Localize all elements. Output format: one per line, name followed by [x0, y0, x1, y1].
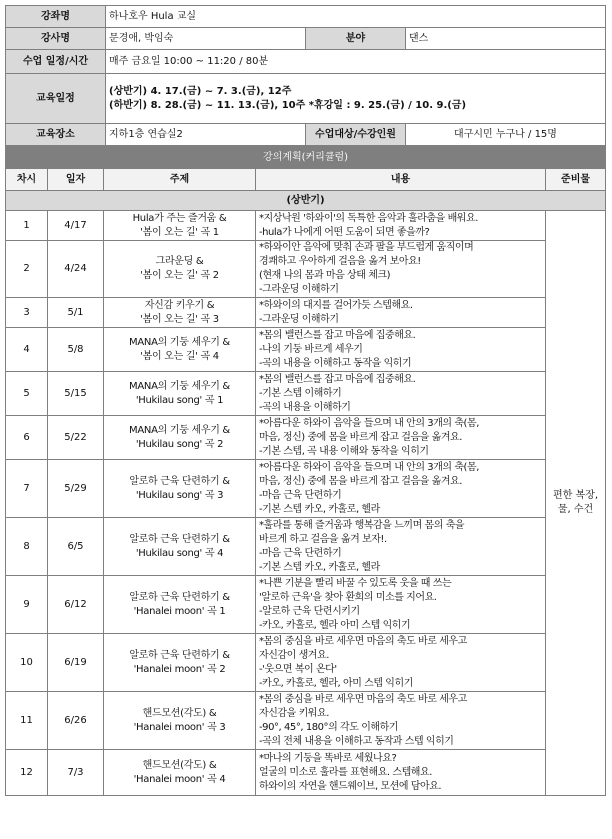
class-time-label: 수업 일정/시간 [6, 50, 106, 74]
field-label: 분야 [306, 28, 406, 50]
session-content [256, 372, 546, 416]
session-topic [104, 298, 256, 328]
content-line: -카오, 카홀로, 헬라 아미 스텝 익히기 [259, 619, 411, 631]
topic-line: MANA의 기둥 세우기 & [129, 424, 230, 436]
content-line: -기본 스텝 이해하기 [259, 387, 342, 399]
curriculum-table [5, 146, 606, 796]
curriculum-title-row [6, 147, 606, 169]
topic-line: '봄이 오는 길' 곡 3 [140, 313, 219, 325]
topic-line: MANA의 기둥 세우기 & [129, 336, 230, 348]
curriculum-row [6, 634, 606, 692]
content-line: -90°, 45°, 180°의 각도 이해하기 [259, 721, 399, 733]
session-topic [104, 692, 256, 750]
session-date: 6/19 [48, 634, 104, 692]
content-line: -알로하 근육 단련시키기 [259, 605, 360, 617]
content-line: -기본 스텝 카오, 카홀로, 헬라 [259, 503, 380, 515]
session-date: 5/15 [48, 372, 104, 416]
session-topic [104, 416, 256, 460]
topic-line: 그라운딩 & [155, 256, 204, 267]
content-line: -기본 스텝 카오, 카홀로, 헬라 [259, 561, 380, 573]
content-line: 바르게 하고 걸음을 옮겨 보자!. [259, 533, 387, 545]
content-line: -그라운딩 이해하기 [259, 284, 339, 295]
session-date: 6/5 [48, 518, 104, 576]
content-line: -hula가 나에게 어떤 도움이 되면 좋을까? [259, 226, 430, 238]
curriculum-row [6, 460, 606, 518]
content-line: -'웃으면 복이 온다' [259, 663, 337, 675]
content-line: 마음, 정신) 중에 몸을 바르게 잡고 걸음을 옮겨요. [259, 475, 462, 487]
session-topic [104, 372, 256, 416]
session-number: 8 [6, 518, 48, 576]
content-line: 자신감이 생겨요. [259, 649, 329, 661]
session-content [256, 518, 546, 576]
session-topic [104, 328, 256, 372]
content-line: -기본 스텝, 곡 내용 이해와 동작을 익히기 [259, 445, 429, 457]
schedule-row [6, 74, 606, 124]
topic-line: 'Hanalei moon' 곡 4 [133, 773, 226, 785]
session-content [256, 328, 546, 372]
session-topic [104, 241, 256, 298]
content-line: *몸의 중심을 바로 세우면 마음의 축도 바로 세우고 [259, 693, 467, 705]
place-label: 교육장소 [6, 124, 106, 146]
content-line: 경쾌하고 우아하게 걸음을 옮겨 보아요! [259, 256, 421, 267]
session-content [256, 211, 546, 241]
session-date: 6/26 [48, 692, 104, 750]
content-line: -곡의 내용을 이해하고 동작을 익히기 [259, 357, 412, 369]
content-line: -나의 기둥 바르게 세우기 [259, 343, 363, 355]
session-number: 6 [6, 416, 48, 460]
session-topic [104, 576, 256, 634]
course-name-value: 하나호우 Hula 교실 [106, 6, 606, 28]
topic-line: '봄이 오는 길' 곡 4 [140, 350, 219, 362]
session-date: 4/17 [48, 211, 104, 241]
curriculum-body [6, 211, 606, 796]
topic-line: 자신감 키우기 & [144, 299, 215, 311]
content-line: 얼굴의 미소로 훌라를 표현해요. 스텝해요. [259, 766, 432, 778]
topic-line: 알로하 근육 단련하기 & [129, 591, 230, 603]
session-date: 4/24 [48, 241, 104, 298]
session-topic [104, 518, 256, 576]
session-number: 4 [6, 328, 48, 372]
session-number: 5 [6, 372, 48, 416]
first-half-row [6, 191, 606, 211]
topic-line: MANA의 기둥 세우기 & [129, 380, 230, 392]
topic-line: Hula가 주는 즐거움 & [132, 212, 227, 224]
header-topic: 주제 [104, 169, 256, 191]
schedule-value [106, 74, 606, 124]
curriculum-title: 강의계획(커리큘럼) [6, 147, 606, 169]
session-content [256, 692, 546, 750]
content-line: 마음, 정신) 중에 몸을 바르게 잡고 걸음을 옮겨요. [259, 431, 462, 443]
topic-line: 'Hanalei moon' 곡 1 [133, 605, 226, 617]
content-line: *마나의 기둥을 똑바로 세웠나요? [259, 752, 397, 764]
content-line: -곡의 전체 내용을 이해하고 동작과 스텝 익히기 [259, 735, 454, 747]
instructor-value: 문경애, 박임숙 [106, 28, 306, 50]
session-number: 9 [6, 576, 48, 634]
class-time-value: 매주 금요일 10:00 ~ 11:20 / 80분 [106, 50, 606, 74]
curriculum-row [6, 372, 606, 416]
content-line: 하와이의 자연을 핸드웨이브, 모션에 담아요. [259, 780, 442, 792]
topic-line: 'Hanalei moon' 곡 3 [133, 721, 226, 733]
content-line: *하와이의 대지를 걸어가듯 스텝해요. [259, 299, 413, 311]
course-name-row [6, 6, 606, 28]
session-number: 3 [6, 298, 48, 328]
content-line: -마음 근육 단련하기 [259, 547, 342, 559]
session-topic [104, 211, 256, 241]
content-line: *몸의 밸런스를 잡고 마음에 집중해요. [259, 329, 416, 341]
content-line: -그라운딩 이해하기 [259, 313, 339, 325]
topic-line: 알로하 근육 단련하기 & [129, 475, 230, 487]
curriculum-row [6, 241, 606, 298]
content-line: (현재 나의 몸과 마음 상태 체크) [259, 270, 391, 281]
content-line: *아름다운 하와이 음악을 들으며 내 안의 3개의 축(몸, [259, 461, 479, 473]
curriculum-row [6, 692, 606, 750]
topic-line: 알로하 근육 단련하기 & [129, 533, 230, 545]
session-number: 7 [6, 460, 48, 518]
topic-line: 'Hukilau song' 곡 3 [135, 489, 224, 501]
header-date: 일자 [48, 169, 104, 191]
first-half-label: (상반기) [6, 191, 606, 211]
session-content [256, 241, 546, 298]
content-line: *지상낙원 '하와이'의 독특한 음악과 훌라춤을 배워요. [259, 212, 478, 224]
materials: 편한 복장, 물, 수건 [546, 211, 606, 796]
topic-line: 'Hukilau song' 곡 4 [135, 547, 224, 559]
place-row [6, 124, 606, 146]
content-line: -카오, 카홀로, 헬라, 아미 스텝 익히기 [259, 677, 413, 689]
content-line: -곡의 내용을 이해하기 [259, 401, 351, 413]
content-line: 자신감을 키워요. [259, 707, 329, 719]
class-time-row [6, 50, 606, 74]
topic-line: '봄이 오는 길' 곡 2 [140, 270, 219, 281]
target-value: 대구시민 누구나 / 15명 [406, 124, 606, 146]
course-info-table [5, 5, 606, 146]
session-content [256, 460, 546, 518]
session-content [256, 634, 546, 692]
curriculum-row [6, 750, 606, 796]
content-line: *몸의 밸런스를 잡고 마음에 집중해요. [259, 373, 416, 385]
session-content [256, 576, 546, 634]
curriculum-row [6, 211, 606, 241]
session-number: 12 [6, 750, 48, 796]
topic-line: 'Hukilau song' 곡 1 [135, 394, 224, 406]
session-content [256, 750, 546, 796]
session-number: 10 [6, 634, 48, 692]
schedule-first-half: (상반기) 4. 17.(금) ~ 7. 3.(금), 12주 [109, 85, 292, 97]
session-topic [104, 634, 256, 692]
curriculum-row [6, 416, 606, 460]
schedule-label: 교육일정 [6, 74, 106, 124]
instructor-row [6, 28, 606, 50]
content-line: *하와이안 음악에 맞춰 손과 팔을 부드럽게 움직이며 [259, 242, 474, 253]
session-date: 5/1 [48, 298, 104, 328]
instructor-label: 강사명 [6, 28, 106, 50]
curriculum-row [6, 576, 606, 634]
content-line: *아름다운 하와이 음악을 들으며 내 안의 3개의 축(몸, [259, 417, 479, 429]
content-line: *훌라를 통해 즐거움과 행복감을 느끼며 몸의 축을 [259, 519, 465, 531]
session-topic [104, 750, 256, 796]
session-date: 6/12 [48, 576, 104, 634]
topic-line: 핸드모션(각도) & [142, 707, 217, 719]
topic-line: 'Hukilau song' 곡 2 [135, 438, 224, 450]
content-line: *나쁜 기분을 빨리 바꿀 수 있도록 웃을 때 쓰는 [259, 577, 452, 589]
content-line: *몸의 중심을 바로 세우면 마음의 축도 바로 세우고 [259, 635, 467, 647]
field-value: 댄스 [406, 28, 606, 50]
schedule-second-half: (하반기) 8. 28.(금) ~ 11. 13.(금), 10주 *휴강일 : 9. 25.(금) / 10. 9.(금) [109, 99, 467, 111]
session-date: 5/22 [48, 416, 104, 460]
topic-line: '봄이 오는 길' 곡 1 [140, 226, 219, 238]
curriculum-row [6, 298, 606, 328]
place-value: 지하1층 연습실2 [106, 124, 306, 146]
target-label: 수업대상/수강인원 [306, 124, 406, 146]
session-content [256, 416, 546, 460]
header-materials: 준비물 [546, 169, 606, 191]
curriculum-row [6, 328, 606, 372]
lecture-document [5, 5, 605, 796]
topic-line: 핸드모션(각도) & [142, 759, 217, 771]
content-line: -마음 근육 단련하기 [259, 489, 342, 501]
session-number: 1 [6, 211, 48, 241]
session-content [256, 298, 546, 328]
topic-line: 'Hanalei moon' 곡 2 [133, 663, 226, 675]
session-number: 11 [6, 692, 48, 750]
session-number: 2 [6, 241, 48, 298]
curriculum-header-row [6, 169, 606, 191]
session-topic [104, 460, 256, 518]
session-date: 5/8 [48, 328, 104, 372]
curriculum-row [6, 518, 606, 576]
header-content: 내용 [256, 169, 546, 191]
course-name-label: 강좌명 [6, 6, 106, 28]
session-date: 7/3 [48, 750, 104, 796]
topic-line: 알로하 근육 단련하기 & [129, 649, 230, 661]
header-session: 차시 [6, 169, 48, 191]
content-line: '알로하 근육'을 찾아 환희의 미소를 지어요. [259, 591, 437, 603]
session-date: 5/29 [48, 460, 104, 518]
